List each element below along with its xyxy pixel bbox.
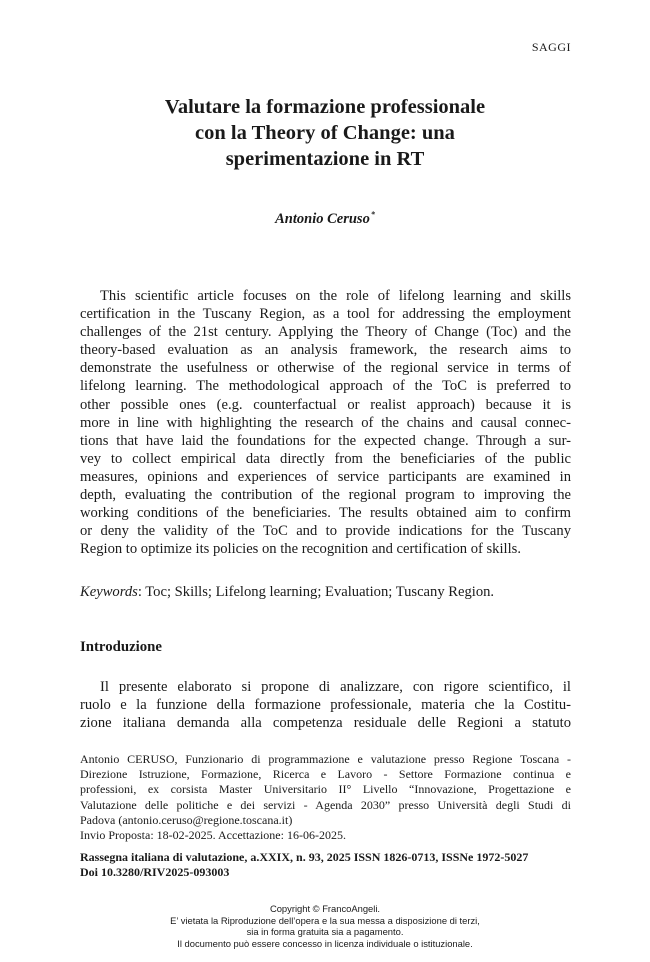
keywords-text: : Toc; Skills; Lifelong learning; Evaluation; Tuscany Region. [137, 584, 495, 600]
intro-line: Il presente elaborato si propone di analizzare, con rigore scientifico, il [100, 679, 571, 695]
journal-citation [80, 850, 571, 880]
abstract-line: demonstrate the usefulness or otherwise of the regional service in terms of [80, 360, 571, 377]
abstract-line: This scientific article focuses on the role of lifelong learning and skills [100, 288, 571, 304]
author-name: Antonio Ceruso [275, 210, 370, 227]
intro-paragraph [80, 678, 571, 732]
journal-line: Doi 10.3280/RIV2025-093003 [80, 865, 230, 880]
author-line [80, 210, 570, 228]
abstract-line: challenges of the 21st century. Applying the Theory of Change (Toc) and the [80, 324, 571, 341]
footnote-line: professioni, ex corsista Master Universitario II° Livello “Innovazione, Progettazione e [80, 782, 571, 797]
abstract-line: tions that have laid the foundations for the expected change. Through a sur- [80, 432, 571, 449]
title-line: Valutare la formazione professionale [164, 96, 486, 118]
abstract-line: Region to optimize its policies on the recognition and certification of skills. [80, 541, 521, 558]
footnote-line: Invio Proposta: 18-02-2025. Accettazione: 16-06-2025. [80, 828, 346, 843]
keywords-label: Keywords [80, 584, 138, 600]
section-label: SAGGI [531, 40, 571, 54]
abstract [80, 287, 571, 558]
title-line: con la Theory of Change: una [195, 122, 455, 144]
article-title [80, 94, 570, 172]
footnote-line: Direzione Istruzione, Formazione, Ricerca e Lavoro - Settore Formazione continua e [80, 767, 571, 782]
copyright-notice [0, 903, 650, 949]
abstract-line: other possible ones (e.g. counterfactual or realist approach) because it is [80, 396, 571, 413]
abstract-line: more in line with highlighting the research of the chains and causal connec- [80, 414, 571, 431]
abstract-line: lifelong learning. The methodological approach of the ToC is preferred to [80, 378, 571, 395]
keywords [80, 584, 571, 601]
author-footnote [80, 752, 571, 843]
copyright-line: sia in forma gratuita sia a pagamento. [246, 926, 404, 937]
intro-line: zione italiana demanda alla competenza residuale delle Regioni a statuto [80, 715, 571, 732]
abstract-line: or deny the validity of the ToC and to provide indications for the Tuscany [80, 523, 571, 540]
footnote-line: Padova (antonio.ceruso@regione.toscana.it) [80, 812, 293, 827]
footnote-line: Antonio CERUSO, Funzionario di programmazione e valutazione presso Regione Toscana - [80, 752, 571, 766]
abstract-line: certification in the Tuscany Region, as a tool for addressing the employment [80, 306, 571, 323]
abstract-line: theory-based evaluation as an analysis framework, the research aims to [80, 342, 571, 359]
copyright-line: Copyright © FrancoAngeli. [269, 903, 381, 914]
journal-line: Rassegna italiana di valutazione, a.XXIX, n. 93, 2025 ISSN 1826-0713, ISSNe 1972-5027 [80, 850, 529, 864]
author-footnote-mark: * [370, 210, 375, 219]
copyright-line: Il documento può essere concesso in licenza individuale o istituzionale. [177, 937, 473, 949]
abstract-line: vey to collect empirical data directly from the beneficiaries of the public [80, 450, 571, 467]
copyright-line: E’ vietata la Riproduzione dell’opera e la sua messa a disposizione di terzi, [170, 914, 480, 926]
footnote-line: Valutazione delle politiche e dei servizi - Agenda 2030” presso Università degli Studi di [80, 797, 571, 812]
title-line: sperimentazione in RT [225, 148, 425, 170]
intro-line: ruolo e la funzione della formazione professionale, materia che la Costitu- [80, 697, 571, 714]
abstract-line: depth, evaluating the contribution of the regional program to improving the [80, 487, 571, 504]
section-heading: Introduzione [80, 639, 162, 655]
abstract-line: measures, opinions and experiences of service participants are examined in [80, 468, 571, 485]
abstract-line: working conditions of the beneficiaries. The results obtained aim to confirm [80, 505, 571, 522]
